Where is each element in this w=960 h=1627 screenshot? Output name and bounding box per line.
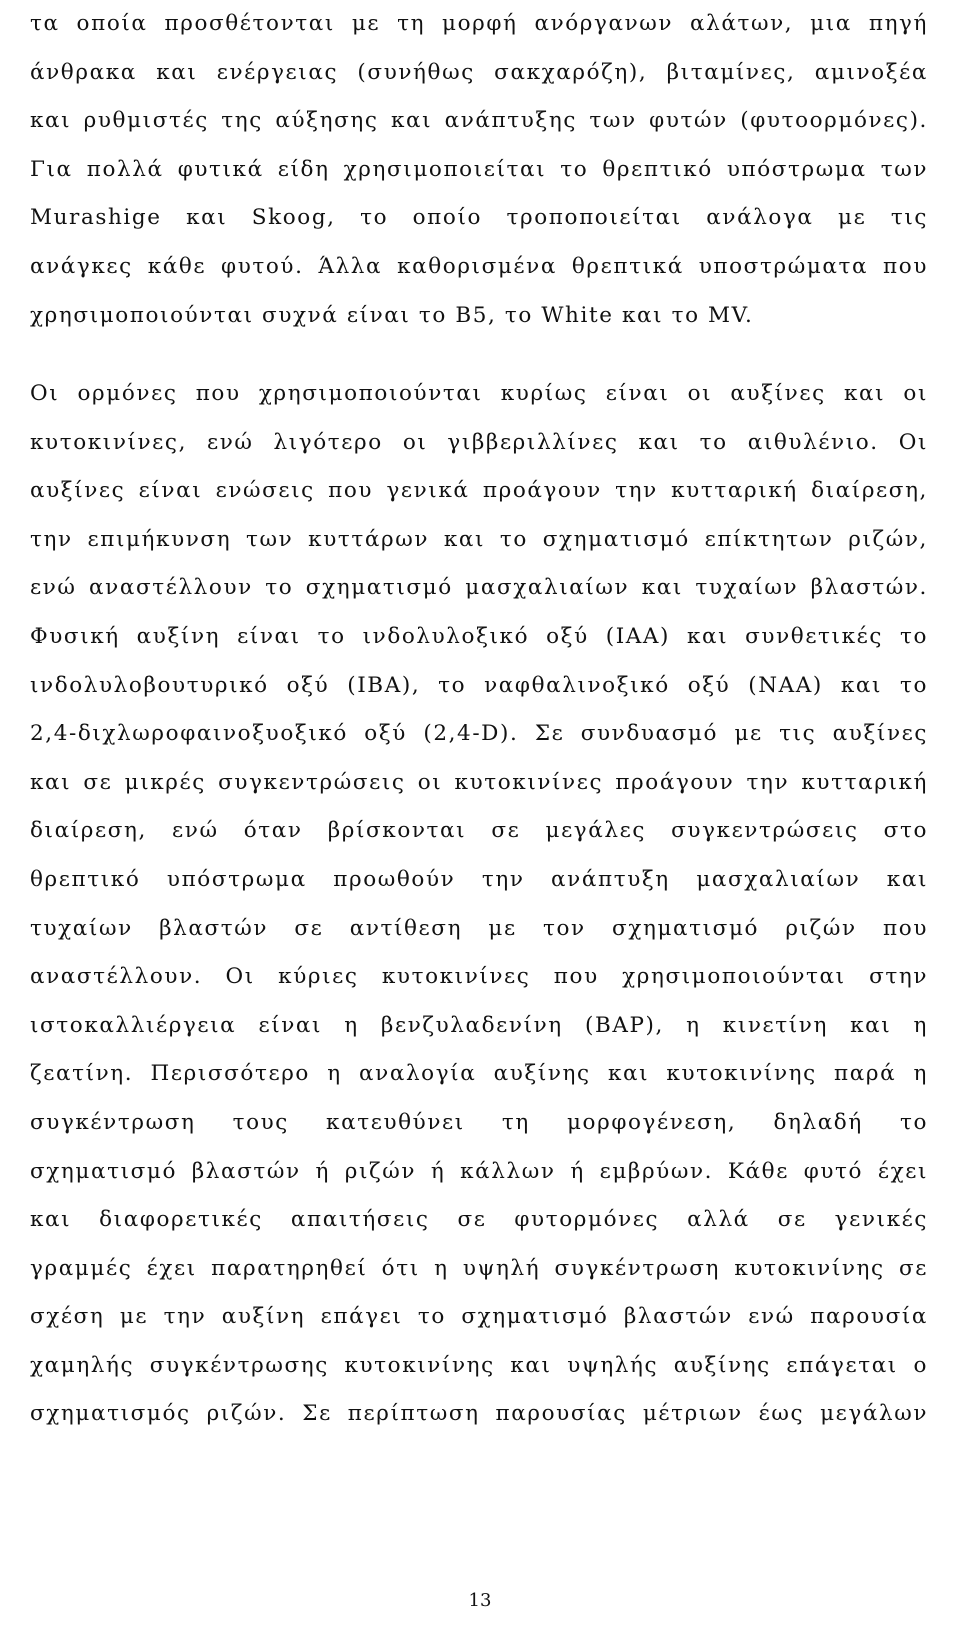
text-line: διαίρεση, ενώ όταν βρίσκονται σε μεγάλες συγκεντρώσεις στο [30, 818, 928, 844]
text-line: αναστέλλουν. Οι κύριες κυτοκινίνες που χρησιμοποιούνται στην [30, 964, 928, 990]
text-line: και διαφορετικές απαιτήσεις σε φυτορμόνες αλλά σε γενικές [30, 1207, 928, 1233]
text-line: ζεατίνη. Περισσότερο η αναλογία αυξίνης και κυτοκινίνης παρά η [30, 1061, 928, 1087]
text-line: ιστοκαλλιέργεια είναι η βενζυλαδενίνη (BAP), η κινετίνη και η [30, 1012, 928, 1038]
text-line: ανάγκες κάθε φυτού. Άλλα καθορισμένα θρεπτικά υποστρώματα που [30, 253, 928, 279]
text-line: ινδολυλοβουτυρικό οξύ (IBA), το ναφθαλινοξικό οξύ (NAA) και το [30, 672, 928, 698]
text-line: σχηματισμός ριζών. Σε περίπτωση παρουσίας μέτριων έως μεγάλων [30, 1401, 928, 1427]
text-line: Murashige και Skoog, το οποίο τροποποιείται ανάλογα με τις [30, 205, 928, 231]
text-line: τυχαίων βλαστών σε αντίθεση με τον σχηματισμό ριζών που [30, 915, 928, 941]
text-line: Φυσική αυξίνη είναι το ινδολυλοξικό οξύ (IAA) και συνθετικές το [30, 623, 928, 649]
text-line: κυτοκινίνες, ενώ λιγότερο οι γιββεριλλίνες και το αιθυλένιο. Οι [30, 429, 928, 455]
text-line: άνθρακα και ενέργειας (συνήθως σακχαρόζη), βιταμίνες, αμινοξέα [30, 59, 928, 85]
page-number: 13 [468, 1590, 492, 1611]
text-line: γραμμές έχει παρατηρηθεί ότι η υψηλή συγκέντρωση κυτοκινίνης σε [30, 1255, 928, 1281]
paragraph-hormones [30, 370, 928, 1439]
text-line: αυξίνες είναι ενώσεις που γενικά προάγουν την κυτταρική διαίρεση, [30, 478, 928, 504]
text-line: θρεπτικό υπόστρωμα προωθούν την ανάπτυξη μασχαλιαίων και [30, 866, 928, 892]
text-line: 2,4-διχλωροφαινοξυοξικό οξύ (2,4-D). Σε συνδυασμό με τις αυξίνες [30, 721, 928, 747]
text-line: χρησιμοποιούνται συχνά είναι το Β5, το White και το MV. [30, 302, 754, 328]
text-line: ενώ αναστέλλουν το σχηματισμό μασχαλιαίων και τυχαίων βλαστών. [30, 575, 928, 601]
paragraph-nutrient-media [30, 0, 928, 340]
text-line: τα οποία προσθέτονται με τη μορφή ανόργανων αλάτων, μια πηγή [30, 11, 928, 36]
text-line: σχηματισμό βλαστών ή ριζών ή κάλλων ή εμβρύων. Κάθε φυτό έχει [30, 1158, 928, 1184]
text-line: χαμηλής συγκέντρωσης κυτοκινίνης και υψηλής αυξίνης επάγεται ο [30, 1352, 928, 1378]
text-line: σχέση με την αυξίνη επάγει το σχηματισμό βλαστών ενώ παρουσία [30, 1304, 928, 1330]
text-line: Για πολλά φυτικά είδη χρησιμοποιείται το θρεπτικό υπόστρωμα των [30, 156, 928, 182]
text-line: την επιμήκυνση των κυττάρων και το σχηματισμό επίκτητων ριζών, [30, 526, 928, 552]
text-line: και σε μικρές συγκεντρώσεις οι κυτοκινίνες προάγουν την κυτταρική [30, 769, 928, 795]
text-line: Οι ορμόνες που χρησιμοποιούνται κυρίως είναι οι αυξίνες και οι [30, 381, 928, 406]
text-line: και ρυθμιστές της αύξησης και ανάπτυξης των φυτών (φυτοορμόνες). [30, 108, 928, 134]
text-line: συγκέντρωση τους κατευθύνει τη μορφογένεση, δηλαδή το [30, 1109, 928, 1135]
